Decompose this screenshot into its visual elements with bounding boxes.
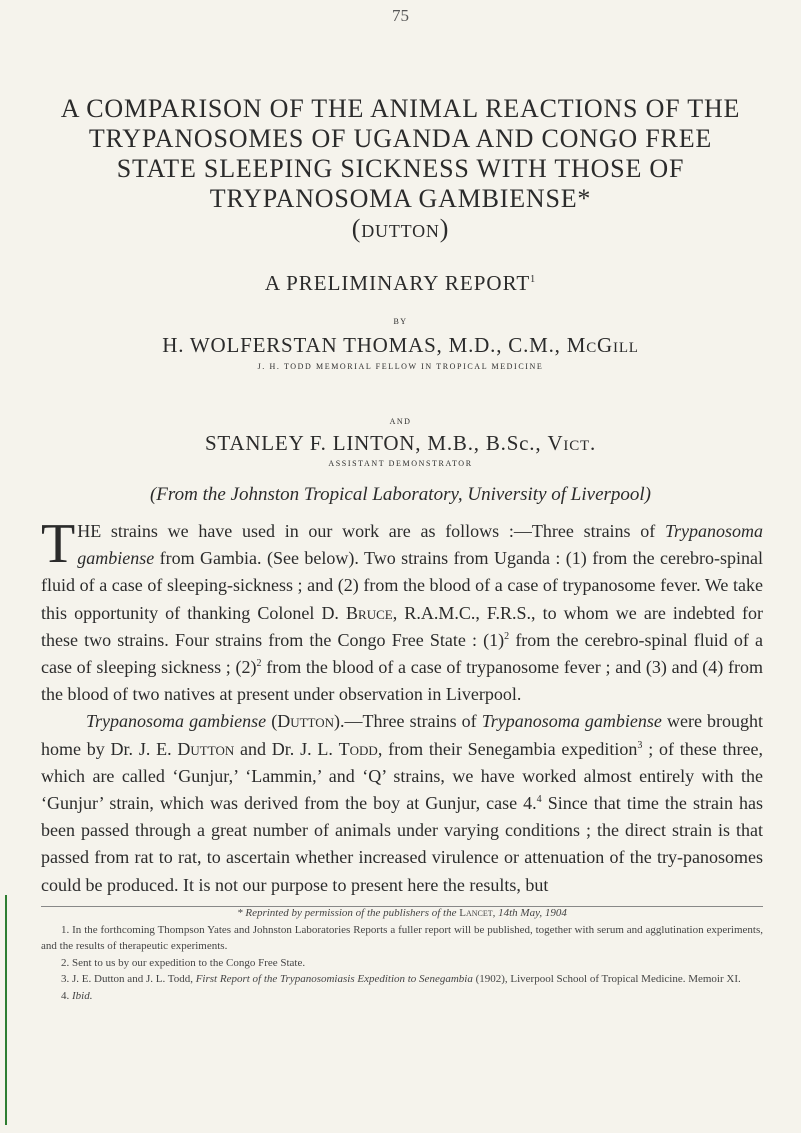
footnote-3-num: 3. [61,973,70,986]
footnote-3-title: First Report of the Trypanosomiasis Expedition to Senegambia [195,973,473,986]
author-2 [0,431,801,456]
footnote-4 [41,988,763,1005]
p1-bruce: Bruce [346,602,393,623]
margin-mark [5,895,7,1125]
footnote-2-text: Sent to us by our expedition to the Congo Free State. [72,956,306,969]
p2-ref-a: 3 [637,739,643,751]
footnote-4-text: Ibid. [72,989,93,1002]
p2-text-2: and Dr. J. L. [234,738,339,759]
footnote-3-source: (1902), Liverpool School of Tropical Medicine. Memoir XI. [472,973,741,986]
reprint-text: Reprinted by permission of the publishers of the [245,907,460,919]
title-line-3: STATE SLEEPING SICKNESS WITH THOSE OF [116,154,685,183]
report-footnote-ref: 1 [530,274,537,285]
p1-text-2: , R.A.M.C., F.R.S., to whom we are indebted for these two strains. Four strains from the Congo Free State : (1) [41,602,763,650]
reprint-date: , 14th May, 1904 [492,907,567,919]
p2-dutton-2: Dutton [177,738,235,759]
p2-ref-b: 4 [536,794,542,806]
footnote-2-num: 2. [61,956,70,969]
p1-ref-b: 2 [256,658,262,670]
author-1-name: H. WOLFERSTAN THOMAS, M.D., C.M., [162,333,567,357]
page-number: 75 [392,6,409,25]
footnote-reprint [41,905,763,922]
footnote-1-num: 1. [61,923,70,936]
p1-lead: HE strains we have used in our work are as follows :—Three strains of [77,521,665,541]
footnote-2 [41,955,763,972]
p2-paren-close: ).—Three strains of [334,711,482,732]
footnote-1 [41,922,763,955]
p2-text-4: ; of these three, which are called ‘Gunjur,’ ‘Lammin,’ and ‘Q’ strains, we have worked almost entirely with the ‘Gunjur’ strain, which was derived from the boy at Gunjur, case 4. [41,738,763,814]
author-1-role: J. H. TODD MEMORIAL FELLOW IN TROPICAL MEDICINE [257,362,544,371]
and-label: AND [389,417,412,426]
p2-todd: Todd [338,738,378,759]
p1-text-3: from the cerebro-spinal fluid of a case of sleeping sickness ; (2) [41,629,763,678]
footnotes [41,905,763,1005]
article-title [0,94,801,244]
author-1 [0,333,801,358]
title-line-1: A COMPARISON OF THE ANIMAL REACTIONS OF THE [60,94,741,123]
footnote-3-authors: J. E. Dutton and J. L. Todd, [72,973,196,986]
body-text [41,513,764,899]
p1-text-1: from Gambia. (See below). Two strains from Uganda : (1) from the cerebro-spinal fluid of a case of sleeping-sickness ; and (2) from the blood of a case of trypanosome fever. We take this opportunity of thanking Colonel D. [41,548,763,623]
p2-paren-open: ( [266,711,278,732]
author-2-name: STANLEY F. LINTON, M.B., B.Sc., [204,431,548,455]
drop-cap: T [41,513,76,575]
footnote-4-num: 4. [61,989,70,1002]
title-dutton: (dutton) [351,214,450,243]
author-1-affiliation: McGill [566,333,639,357]
title-line-2: TRYPANOSOMES OF UGANDA AND CONGO FREE [88,124,713,153]
p2-text-1: were brought home by Dr. J. E. [41,711,764,759]
p2-species-2: Trypanosoma gambiense [481,711,662,732]
p1-ref-a: 2 [504,630,510,642]
reprint-mark: * [237,907,246,919]
p2-text-5: Since that time the strain has been passed through a great number of animals under varying conditions ; the direct strain is that passed from rat to rat, to ascertain whether increased virulence or attenuation of the try-panosomes could be produced. It is not our purpose to present here the results, but [41,793,763,895]
by-label: BY [393,317,408,326]
report-label: A PRELIMINARY REPORT [264,271,531,295]
paragraph-1 [41,513,763,708]
p1-text-4: from the blood of a case of trypanosome fever ; and (3) and (4) from the blood of two natives at present under observation in Liverpool. [41,657,763,705]
reprint-lancet: Lancet [459,907,493,919]
p2-text-3: , from their Senegambia expedition [377,738,638,759]
p1-species: Trypanosoma gambiense [77,521,763,569]
author-2-role: ASSISTANT DEMONSTRATOR [328,459,473,468]
source-affiliation: (From the Johnston Tropical Laboratory, University of Liverpool) [149,484,651,505]
paragraph-2 [41,708,763,898]
report-heading [0,271,801,296]
p2-dutton: Dutton [277,711,335,732]
title-line-4: TRYPANOSOMA GAMBIENSE* [209,184,592,213]
author-2-affiliation: Vict. [547,431,597,455]
p2-species: Trypanosoma gambiense [86,711,267,732]
footnote-1-text: In the forthcoming Thompson Yates and Johnston Laboratories Reports a fuller report will be published, together with serum and agglutination experiments, and the results of therapeutic experiments. [41,923,763,953]
footnote-3 [41,971,763,988]
